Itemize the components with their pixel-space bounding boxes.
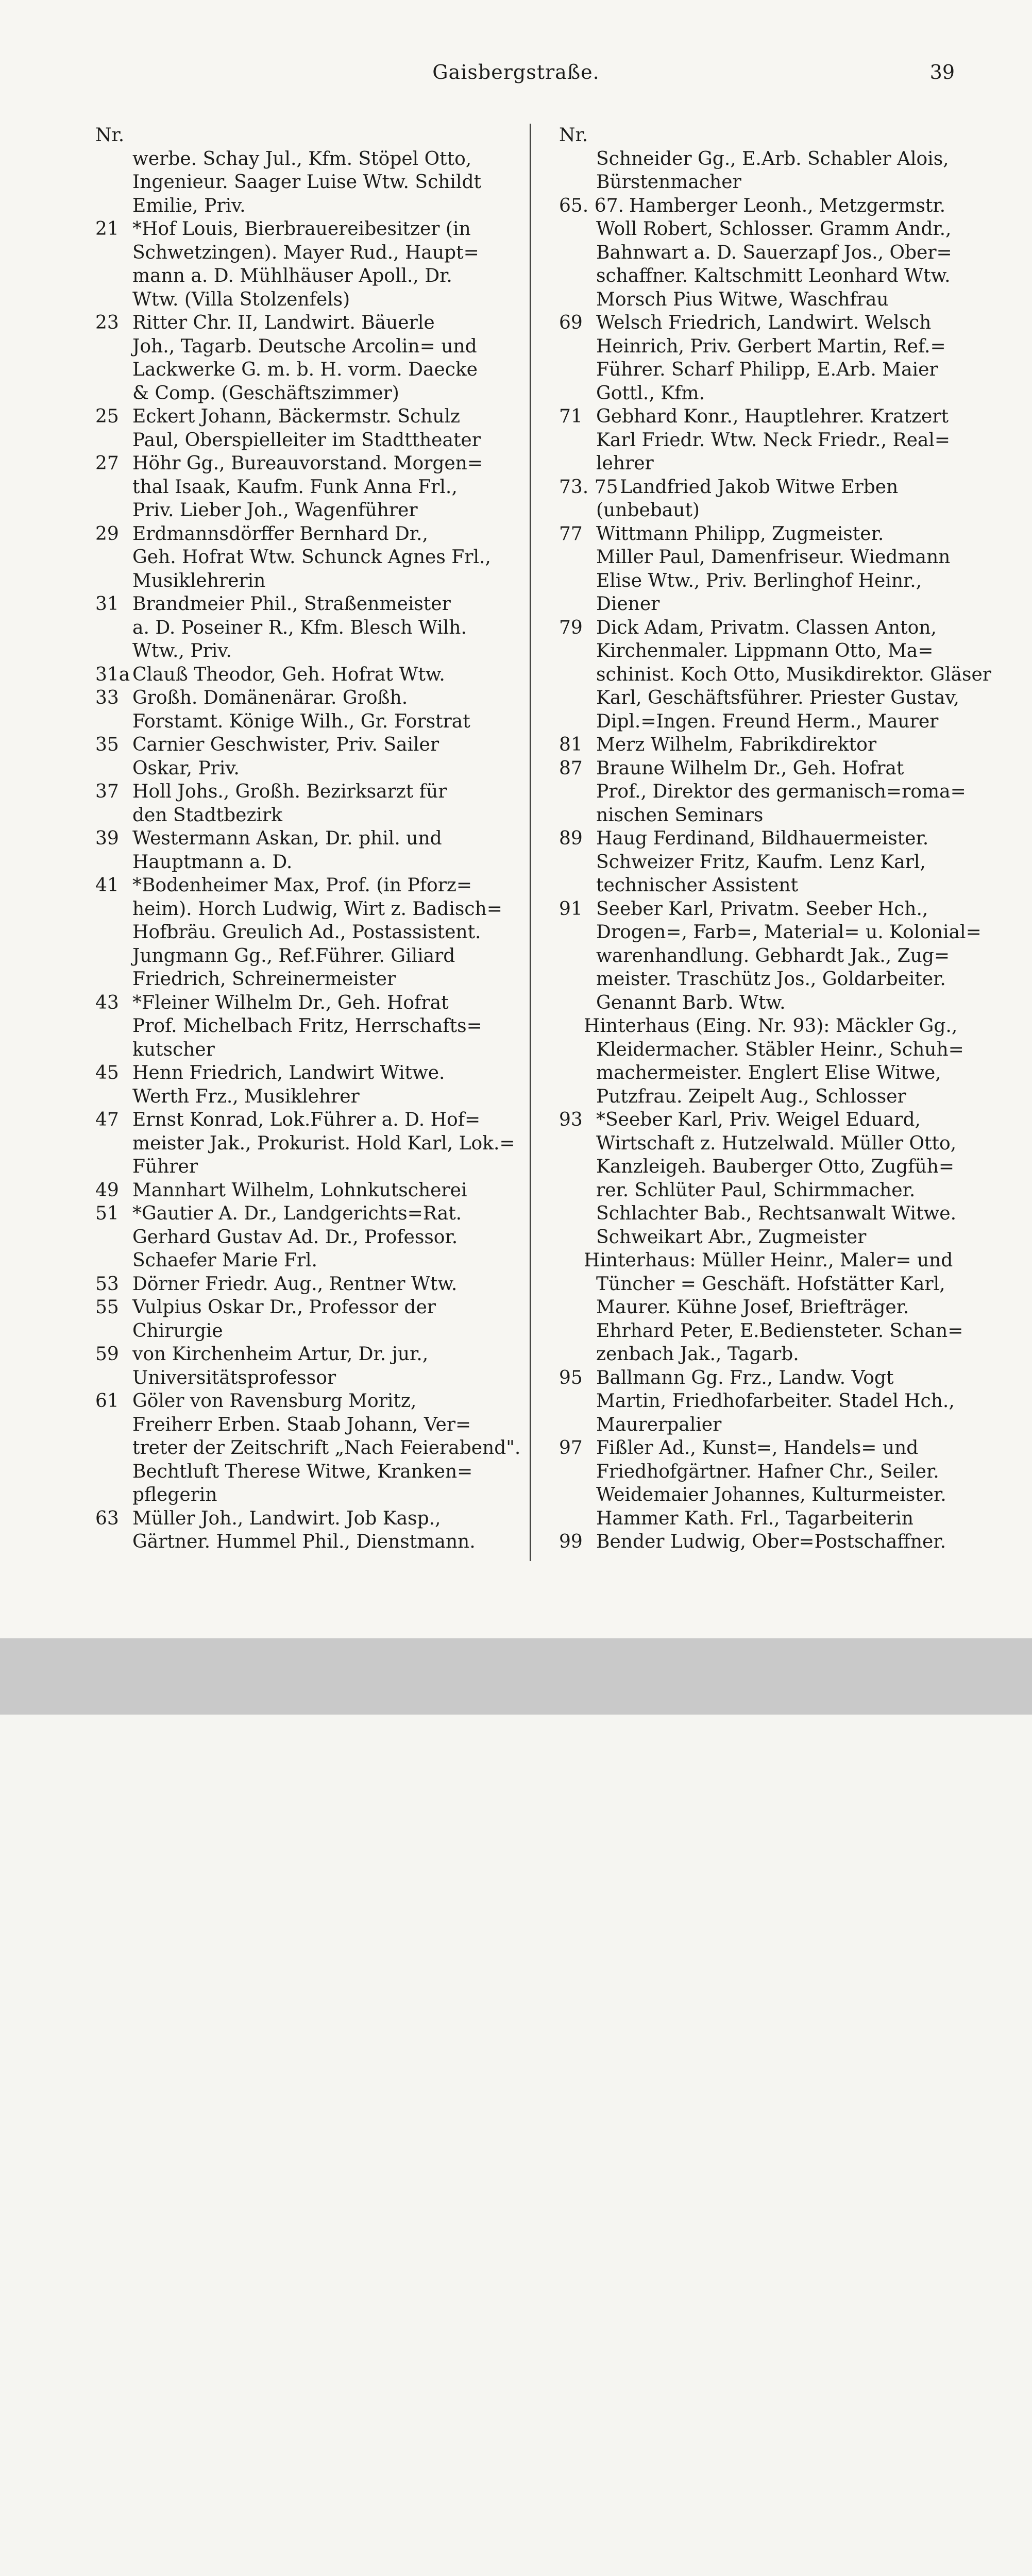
- house-number: 71: [559, 406, 583, 427]
- resident-text: Freiherr Erben. Staab Johann, Ver=: [132, 1414, 471, 1435]
- address-line: [95, 217, 518, 241]
- resident-text: Schlachter Bab., Rechtsanwalt Witwe.: [596, 1203, 957, 1224]
- resident-text: Bechtluft Therese Witwe, Kranken=: [132, 1461, 473, 1482]
- resident-text: thal Isaak, Kaufm. Funk Anna Frl.,: [132, 476, 458, 498]
- house-number: 33: [95, 687, 119, 708]
- address-line: [559, 1038, 982, 1062]
- house-number: 43: [95, 992, 119, 1013]
- address-line: [559, 968, 982, 991]
- address-line: [559, 921, 982, 944]
- address-line: [559, 1179, 982, 1202]
- address-line: [559, 639, 982, 663]
- address-line: [559, 1319, 982, 1343]
- resident-text: schinist. Koch Otto, Musikdirektor. Gläser: [596, 664, 992, 685]
- resident-text: Schwetzingen). Mayer Rud., Haupt=: [132, 242, 479, 263]
- resident-text: Ritter Chr. II, Landwirt. Bäuerle: [132, 312, 435, 333]
- address-line: [559, 1085, 982, 1109]
- address-line: [95, 710, 518, 734]
- resident-text: Schneider Gg., E.Arb. Schabler Alois,: [596, 148, 949, 170]
- address-line: [95, 1273, 518, 1296]
- house-number: 87: [559, 757, 583, 779]
- resident-text: Hammer Kath. Frl., Tagarbeiterin: [596, 1507, 913, 1529]
- resident-text: Geh. Hofrat Wtw. Schunck Agnes Frl.,: [132, 547, 491, 568]
- resident-text: Putzfrau. Zeipelt Aug., Schlosser: [596, 1086, 906, 1107]
- resident-text: Prof. Michelbach Fritz, Herrschafts=: [132, 1015, 482, 1037]
- resident-text: Henn Friedrich, Landwirt Witwe.: [132, 1062, 445, 1083]
- address-line: [95, 851, 518, 874]
- address-line: [95, 1108, 518, 1132]
- address-line: [559, 897, 982, 921]
- address-line: [95, 757, 518, 781]
- resident-text: Miller Paul, Damenfriseur. Wiedmann: [596, 547, 951, 568]
- address-line: [559, 217, 982, 241]
- address-line: [95, 686, 518, 710]
- house-number: 23: [95, 312, 119, 333]
- resident-text: *Gautier A. Dr., Landgerichts=Rat.: [132, 1203, 462, 1224]
- house-number: 51: [95, 1203, 119, 1224]
- page-number: 39: [929, 61, 955, 83]
- address-line: [559, 944, 982, 968]
- address-line: [559, 1413, 982, 1437]
- resident-text: Universitätsprofessor: [132, 1367, 336, 1388]
- address-line: [95, 1155, 518, 1179]
- address-line: [559, 1132, 982, 1156]
- address-line: [559, 1507, 982, 1531]
- address-line: [559, 874, 982, 897]
- resident-text: Bahnwart a. D. Sauerzapf Jos., Ober=: [596, 242, 952, 263]
- resident-text: von Kirchenheim Artur, Dr. jur.,: [132, 1344, 429, 1365]
- resident-text: Höhr Gg., Bureauvorstand. Morgen=: [132, 453, 483, 474]
- address-line: [559, 1530, 982, 1554]
- address-line: [559, 358, 982, 382]
- address-line: [559, 804, 982, 827]
- resident-text: Hofbräu. Greulich Ad., Postassistent.: [132, 922, 481, 943]
- house-number: 47: [95, 1109, 119, 1130]
- address-line: [95, 358, 518, 382]
- resident-text: Gerhard Gustav Ad. Dr., Professor.: [132, 1226, 458, 1248]
- address-line: [95, 124, 518, 147]
- resident-text: Dipl.=Ingen. Freund Herm., Maurer: [596, 710, 939, 732]
- address-line: [559, 757, 982, 781]
- address-line: [95, 1436, 521, 1460]
- resident-text: Weidemaier Johannes, Kulturmeister.: [596, 1484, 946, 1505]
- house-number: 37: [95, 781, 119, 802]
- resident-text: machermeister. Englert Elise Witwe,: [596, 1062, 941, 1083]
- address-line: [95, 452, 518, 476]
- address-line: [95, 522, 518, 546]
- address-line: [95, 264, 518, 288]
- resident-text: meister Jak., Prokurist. Hold Karl, Lok.=: [132, 1132, 515, 1154]
- address-line: [559, 194, 982, 218]
- resident-text: Dick Adam, Privatm. Classen Anton,: [596, 617, 937, 638]
- resident-text: Hinterhaus (Eing. Nr. 93): Mäckler Gg.,: [584, 1015, 958, 1037]
- address-line: [559, 1273, 982, 1296]
- address-line: [559, 827, 982, 851]
- resident-text: werbe. Schay Jul., Kfm. Stöpel Otto,: [132, 148, 472, 170]
- resident-text: Wtw., Priv.: [132, 640, 232, 662]
- resident-text: Führer. Scharf Philipp, E.Arb. Maier: [596, 359, 938, 380]
- address-line: [95, 1530, 518, 1554]
- resident-text: Diener: [596, 594, 660, 615]
- resident-text: Wirtschaft z. Hutzelwald. Müller Otto,: [596, 1132, 957, 1154]
- address-line: [559, 124, 982, 147]
- address-line: [95, 780, 518, 804]
- resident-text: Ehrhard Peter, E.Bediensteter. Schan=: [596, 1320, 963, 1342]
- address-line: [559, 1014, 982, 1038]
- house-number: 39: [95, 828, 119, 849]
- resident-text: Kleidermacher. Stäbler Heinr., Schuh=: [596, 1039, 964, 1060]
- address-line: [95, 733, 518, 757]
- resident-text: Westermann Askan, Dr. phil. und: [132, 828, 442, 849]
- house-number: 45: [95, 1062, 119, 1083]
- address-line: [559, 710, 982, 734]
- address-line: [559, 1343, 982, 1366]
- resident-text: Carnier Geschwister, Priv. Sailer: [132, 734, 439, 755]
- address-line: [559, 780, 982, 804]
- resident-text: Bürstenmacher: [596, 172, 741, 193]
- resident-text: zenbach Jak., Tagarb.: [596, 1344, 799, 1365]
- address-line: [95, 1296, 518, 1319]
- resident-text: Morsch Pius Witwe, Waschfrau: [596, 289, 889, 310]
- column-divider: [530, 124, 531, 1561]
- resident-text: Ingenieur. Saager Luise Wtw. Schildt: [132, 172, 481, 193]
- address-line: [95, 1343, 518, 1366]
- resident-text: Gärtner. Hummel Phil., Dienstmann.: [132, 1531, 476, 1552]
- address-line: [559, 851, 982, 874]
- resident-text: technischer Assistent: [596, 875, 798, 896]
- resident-text: Dörner Friedr. Aug., Rentner Wtw.: [132, 1273, 458, 1295]
- address-line: [95, 1460, 518, 1484]
- resident-text: Joh., Tagarb. Deutsche Arcolin= und: [132, 335, 477, 357]
- resident-text: Emilie, Priv.: [132, 195, 246, 216]
- resident-text: Kirchenmaler. Lippmann Otto, Ma=: [596, 640, 934, 662]
- resident-text: Prof., Direktor des germanisch=roma=: [596, 781, 966, 802]
- address-line: [559, 1483, 982, 1507]
- address-line: [559, 476, 982, 499]
- address-line: [559, 1296, 982, 1319]
- address-line: [559, 264, 982, 288]
- resident-text: Eckert Johann, Bäckermstr. Schulz: [132, 406, 460, 427]
- address-line: [95, 241, 518, 265]
- address-line: [95, 1389, 518, 1413]
- address-line: [559, 1436, 982, 1460]
- house-number: 77: [559, 523, 583, 545]
- house-number: 79: [559, 617, 583, 638]
- house-number: 97: [559, 1437, 583, 1459]
- house-number: 89: [559, 828, 583, 849]
- address-line: [95, 569, 518, 593]
- resident-text: *Seeber Karl, Priv. Weigel Eduard,: [596, 1109, 921, 1130]
- address-line: [95, 476, 518, 499]
- house-number: 25: [95, 406, 119, 427]
- resident-text: treter der Zeitschrift „Nach Feierabend".: [132, 1437, 521, 1459]
- resident-text: Landfried Jakob Witwe Erben: [620, 476, 899, 498]
- resident-text: Ballmann Gg. Frz., Landw. Vogt: [596, 1367, 894, 1388]
- resident-text: Musiklehrerin: [132, 570, 266, 591]
- resident-text: Merz Wilhelm, Fabrikdirektor: [596, 734, 877, 755]
- address-line: [95, 311, 518, 335]
- resident-text: Drogen=, Farb=, Material= u. Kolonial=: [596, 922, 982, 943]
- resident-text: Welsch Friedrich, Landwirt. Welsch: [596, 312, 932, 333]
- address-line: [559, 592, 982, 616]
- address-line: [95, 1061, 518, 1085]
- resident-text: den Stadtbezirk: [132, 804, 282, 826]
- resident-text: Priv. Lieber Joh., Wagenführer: [132, 500, 418, 521]
- address-line: [95, 1132, 518, 1156]
- address-line: [95, 499, 518, 522]
- resident-text: Maurerpalier: [596, 1414, 722, 1435]
- resident-text: Holl Johs., Großh. Bezirksarzt für: [132, 781, 447, 802]
- house-number: 95: [559, 1367, 583, 1388]
- resident-text: Fißler Ad., Kunst=, Handels= und: [596, 1437, 919, 1459]
- address-line: [95, 1179, 518, 1202]
- resident-text: Werth Frz., Musiklehrer: [132, 1086, 360, 1107]
- address-line: [559, 1249, 982, 1273]
- resident-text: Wittmann Philipp, Zugmeister.: [596, 523, 884, 545]
- left-column: [95, 124, 521, 1554]
- resident-text: mann a. D. Mühlhäuser Apoll., Dr.: [132, 265, 452, 286]
- resident-text: Maurer. Kühne Josef, Briefträger.: [596, 1297, 909, 1318]
- address-line: [559, 1155, 982, 1179]
- house-number: 27: [95, 453, 119, 474]
- address-line: [559, 733, 982, 757]
- address-line: [95, 944, 518, 968]
- resident-text: Gottl., Kfm.: [596, 382, 705, 404]
- resident-text: Jungmann Gg., Ref.Führer. Giliard: [132, 945, 455, 967]
- footer-bar: [0, 1638, 1032, 1715]
- address-line: [95, 194, 518, 218]
- resident-text: *Fleiner Wilhelm Dr., Geh. Hofrat: [132, 992, 449, 1013]
- resident-text: Großh. Domänenärar. Großh.: [132, 687, 408, 708]
- resident-text: Gebhard Konr., Hauptlehrer. Kratzert: [596, 406, 949, 427]
- address-line: [559, 663, 992, 687]
- house-number: 93: [559, 1109, 583, 1130]
- house-number: 59: [95, 1344, 119, 1365]
- resident-text: Brandmeier Phil., Straßenmeister: [132, 594, 451, 615]
- address-line: [95, 874, 518, 897]
- resident-text: Führer: [132, 1156, 198, 1177]
- resident-text: Oskar, Priv.: [132, 757, 240, 779]
- address-line: [559, 429, 982, 452]
- house-number: 65. 67.: [559, 195, 624, 216]
- address-line: [95, 335, 518, 359]
- resident-text: a. D. Poseiner R., Kfm. Blesch Wilh.: [132, 617, 467, 638]
- address-line: [559, 569, 982, 593]
- address-line: [95, 1249, 518, 1273]
- address-line: [559, 147, 982, 171]
- right-column: [559, 124, 992, 1554]
- resident-text: Friedhofgärtner. Hafner Chr., Seiler.: [596, 1461, 939, 1482]
- resident-text: Clauß Theodor, Geh. Hofrat Wtw.: [132, 664, 445, 685]
- address-line: [95, 1319, 518, 1343]
- resident-text: Tüncher = Geschäft. Hofstätter Karl,: [596, 1273, 945, 1295]
- resident-text: Paul, Oberspielleiter im Stadttheater: [132, 429, 481, 451]
- house-number: 31a: [95, 664, 130, 685]
- address-line: [559, 686, 982, 710]
- house-number: 55: [95, 1297, 119, 1318]
- address-line: [559, 241, 982, 265]
- resident-text: pflegerin: [132, 1484, 217, 1505]
- address-line: [559, 616, 982, 640]
- house-number: 21: [95, 218, 119, 240]
- resident-text: Lackwerke G. m. b. H. vorm. Daecke: [132, 359, 478, 380]
- resident-text: Karl Friedr. Wtw. Neck Friedr., Real=: [596, 429, 951, 451]
- house-number: 35: [95, 734, 119, 755]
- address-line: [95, 921, 518, 944]
- address-line: [559, 1202, 982, 1226]
- resident-text: Karl, Geschäftsführer. Priester Gustav,: [596, 687, 959, 708]
- resident-text: Göler von Ravensburg Moritz,: [132, 1391, 417, 1412]
- address-line: [95, 546, 518, 569]
- resident-text: Hamberger Leonh., Metzgermstr.: [629, 195, 946, 216]
- resident-text: Hauptmann a. D.: [132, 851, 293, 873]
- house-number: 31: [95, 594, 119, 615]
- resident-text: Schweikart Abr., Zugmeister: [596, 1226, 867, 1248]
- resident-text: Erdmannsdörffer Bernhard Dr.,: [132, 523, 428, 545]
- address-line: [95, 1366, 518, 1390]
- address-line: [559, 405, 982, 429]
- resident-text: lehrer: [596, 453, 654, 474]
- address-line: [95, 804, 518, 827]
- resident-text: Genannt Barb. Wtw.: [596, 992, 786, 1013]
- house-number: 63: [95, 1507, 119, 1529]
- address-line: [559, 1460, 982, 1484]
- house-number: 99: [559, 1531, 583, 1552]
- house-number: 73. 75: [559, 476, 618, 498]
- house-number: 53: [95, 1273, 119, 1295]
- address-line: [95, 991, 518, 1015]
- resident-text: (unbebaut): [596, 500, 700, 521]
- resident-text: Elise Wtw., Priv. Berlinghof Heinr.,: [596, 570, 922, 591]
- address-line: [559, 288, 982, 312]
- address-line: [95, 1085, 518, 1109]
- resident-text: Ernst Konrad, Lok.Führer a. D. Hof=: [132, 1109, 481, 1130]
- house-number: 29: [95, 523, 119, 545]
- address-line: [559, 1108, 982, 1132]
- address-line: [559, 382, 982, 405]
- address-line: [559, 546, 982, 569]
- address-line: [95, 147, 518, 171]
- address-line: [95, 1226, 518, 1249]
- resident-text: Braune Wilhelm Dr., Geh. Hofrat: [596, 757, 904, 779]
- address-line: [95, 1413, 518, 1437]
- house-number: 41: [95, 875, 119, 896]
- resident-text: Haug Ferdinand, Bildhauermeister.: [596, 828, 929, 849]
- address-line: [95, 171, 518, 194]
- resident-text: Bender Ludwig, Ober=Postschaffner.: [596, 1531, 946, 1552]
- resident-text: Hinterhaus: Müller Heinr., Maler= und: [584, 1250, 953, 1271]
- address-line: [95, 968, 518, 991]
- house-number: 61: [95, 1391, 119, 1412]
- address-line: [95, 1014, 518, 1038]
- address-line: [95, 616, 518, 640]
- resident-text: Chirurgie: [132, 1320, 223, 1342]
- address-line: [95, 1038, 518, 1062]
- resident-text: & Comp. (Geschäftszimmer): [132, 382, 399, 404]
- address-line: [559, 1226, 982, 1249]
- address-line: [559, 171, 982, 194]
- resident-text: Schweizer Fritz, Kaufm. Lenz Karl,: [596, 851, 926, 873]
- address-line: [95, 405, 518, 429]
- resident-text: rer. Schlüter Paul, Schirmmacher.: [596, 1179, 916, 1201]
- resident-text: heim). Horch Ludwig, Wirt z. Badisch=: [132, 898, 502, 920]
- house-number: 81: [559, 734, 583, 755]
- address-line: [559, 1389, 982, 1413]
- address-line: [559, 311, 982, 335]
- house-number: Nr.: [559, 125, 588, 146]
- resident-text: Kanzleigeh. Bauberger Otto, Zugfüh=: [596, 1156, 955, 1177]
- resident-text: Forstamt. Könige Wilh., Gr. Forstrat: [132, 710, 470, 732]
- resident-text: Wtw. (Villa Stolzenfels): [132, 289, 350, 310]
- address-line: [95, 592, 518, 616]
- house-number: 69: [559, 312, 583, 333]
- resident-text: nischen Seminars: [596, 804, 764, 826]
- resident-text: Müller Joh., Landwirt. Job Kasp.,: [132, 1507, 441, 1529]
- address-line: [559, 452, 982, 476]
- resident-text: Woll Robert, Schlosser. Gramm Andr.,: [596, 218, 952, 240]
- address-line: [95, 1483, 518, 1507]
- resident-text: Seeber Karl, Privatm. Seeber Hch.,: [596, 898, 928, 920]
- address-line: [559, 1366, 982, 1390]
- resident-text: Heinrich, Priv. Gerbert Martin, Ref.=: [596, 335, 946, 357]
- resident-text: meister. Traschütz Jos., Goldarbeiter.: [596, 969, 946, 990]
- resident-text: *Bodenheimer Max, Prof. (in Pforz=: [132, 875, 472, 896]
- address-line: [95, 288, 518, 312]
- address-line: [95, 382, 518, 405]
- resident-text: Martin, Friedhofarbeiter. Stadel Hch.,: [596, 1391, 955, 1412]
- address-line: [95, 639, 518, 663]
- address-line: [559, 991, 982, 1015]
- resident-text: kutscher: [132, 1039, 215, 1060]
- resident-text: Schaefer Marie Frl.: [132, 1250, 317, 1271]
- house-number: Nr.: [95, 125, 125, 146]
- resident-text: schaffner. Kaltschmitt Leonhard Wtw.: [596, 265, 951, 286]
- resident-text: Mannhart Wilhelm, Lohnkutscherei: [132, 1179, 467, 1201]
- address-line: [559, 335, 982, 359]
- address-line: [95, 663, 518, 687]
- resident-text: Friedrich, Schreinermeister: [132, 969, 396, 990]
- address-line: [95, 827, 518, 851]
- resident-text: Vulpius Oskar Dr., Professor der: [132, 1297, 436, 1318]
- address-line: [559, 522, 982, 546]
- address-line: [559, 499, 982, 522]
- address-line: [559, 1061, 982, 1085]
- resident-text: warenhandlung. Gebhardt Jak., Zug=: [596, 945, 950, 967]
- address-line: [95, 429, 518, 452]
- page-header-title: Gaisbergstraße.: [432, 61, 600, 83]
- address-line: [95, 897, 518, 921]
- address-line: [95, 1507, 518, 1531]
- address-line: [95, 1202, 518, 1226]
- house-number: 49: [95, 1179, 119, 1201]
- resident-text: *Hof Louis, Bierbrauereibesitzer (in: [132, 218, 471, 240]
- house-number: 91: [559, 898, 583, 920]
